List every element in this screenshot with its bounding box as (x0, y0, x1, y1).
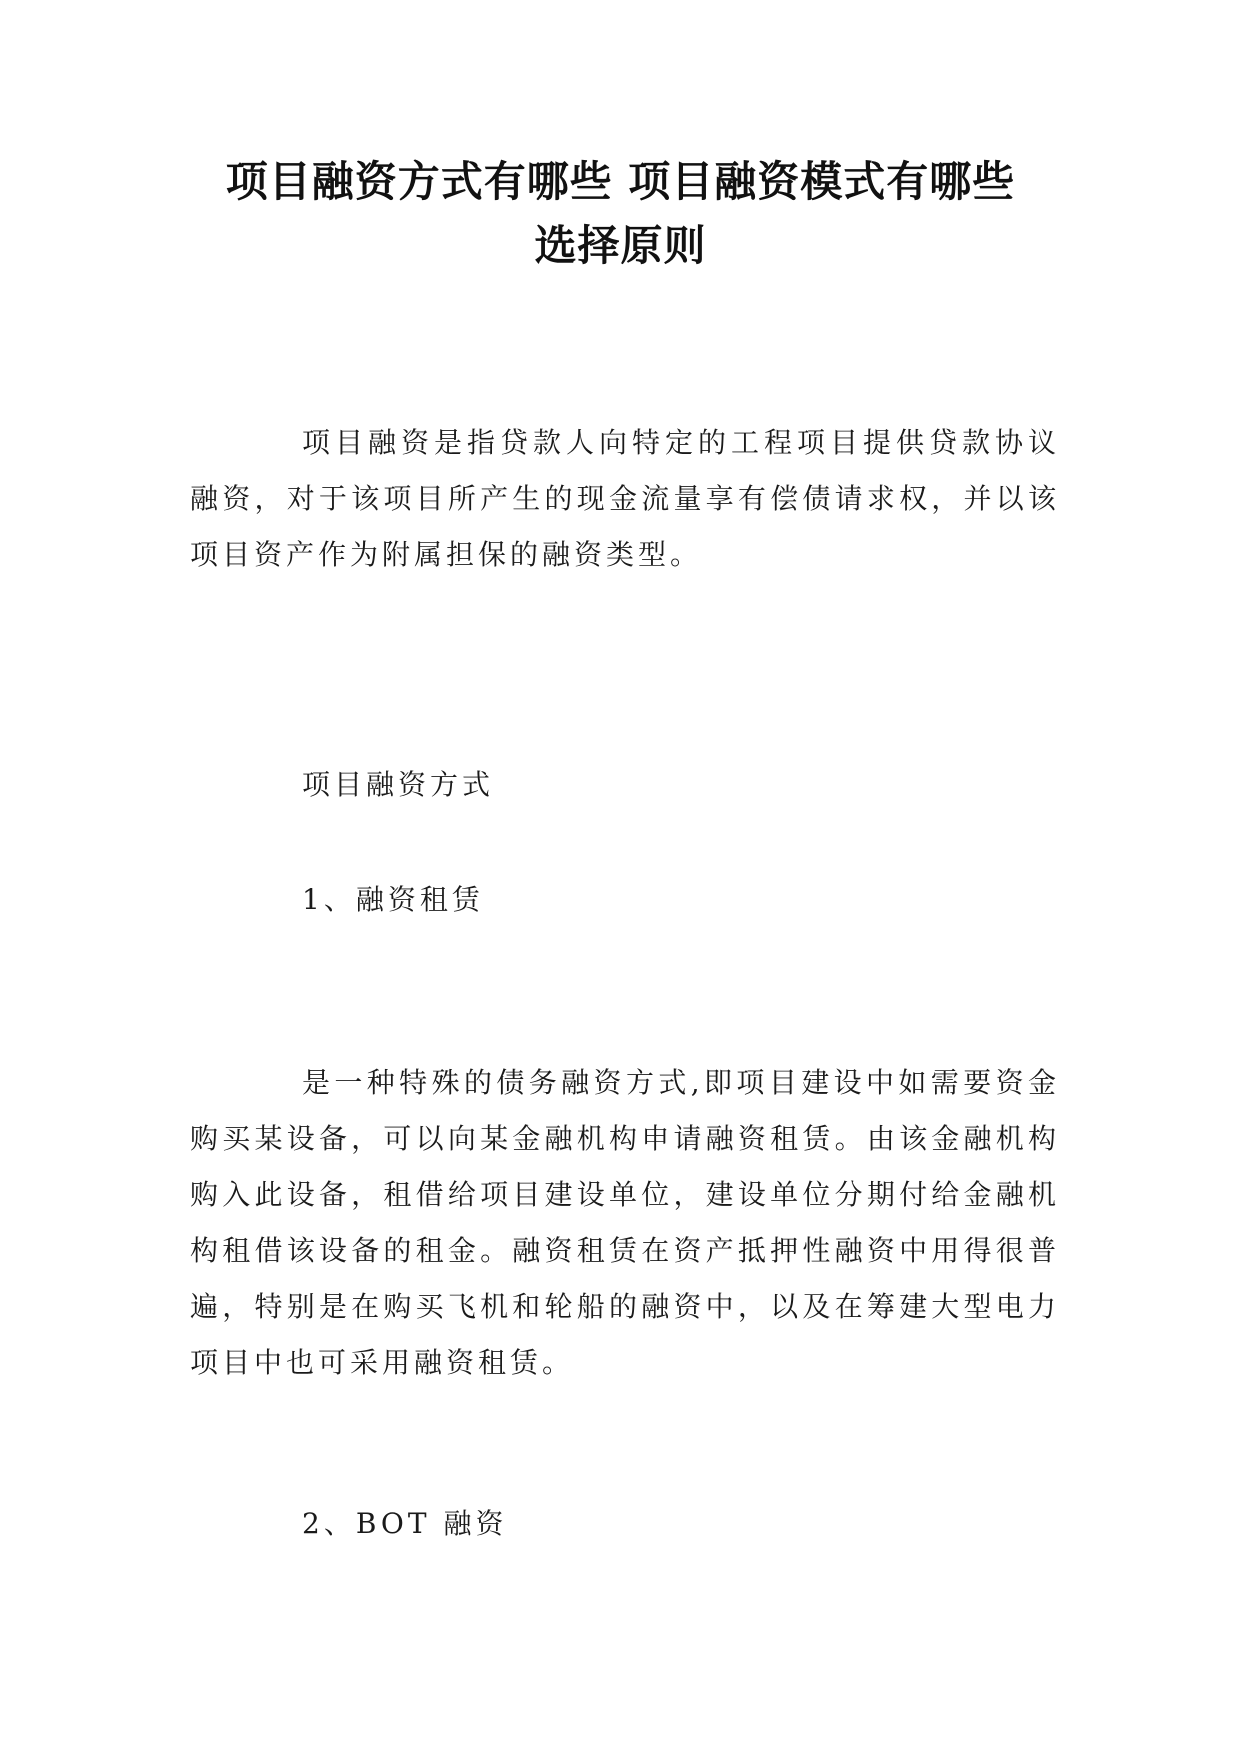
title-line-1: 项目融资方式有哪些 项目融资模式有哪些 (225, 157, 1016, 206)
title-line-2: 选择原则 (534, 221, 707, 270)
intro-paragraph: 项目融资是指贷款人向特定的工程项目提供贷款协议融资，对于该项目所产生的现金流量享有偿债请求权，并以该项目资产作为附属担保的融资类型。 (190, 426, 1060, 571)
item-2-heading: 2、BOT 融资 (302, 1507, 508, 1540)
item-1-heading: 1、融资租赁 (302, 883, 484, 916)
document-title (150, 150, 1091, 278)
section-heading: 项目融资方式 (302, 768, 495, 801)
item-1-paragraph: 是一种特殊的债务融资方式,即项目建设中如需要资金购买某设备，可以向某金融机构申请融资租赁。由该金融机构购入此设备，租借给项目建设单位，建设单位分期付给金融机构租借该设备的租金。融资租赁在资产抵押性融资中用得很普遍，特别是在购买飞机和轮船的融资中，以及在筹建大型电力项目中也可采用融资租赁。 (190, 1066, 1060, 1379)
